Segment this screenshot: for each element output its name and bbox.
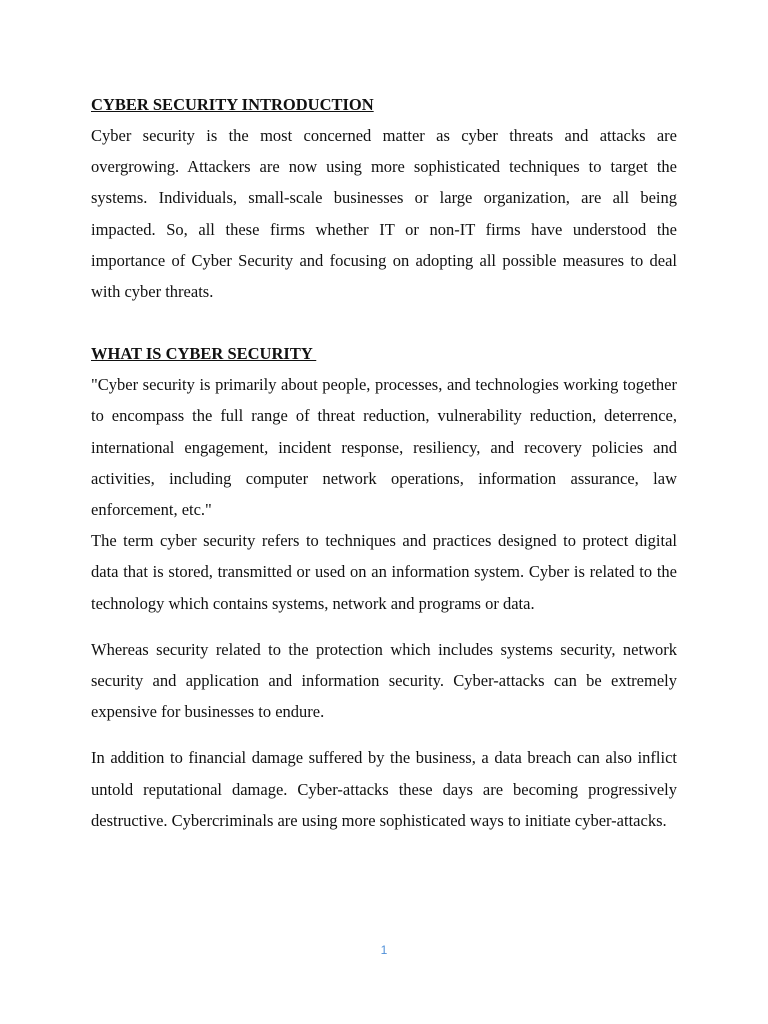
security-scope-paragraph: Whereas security related to the protection which includes systems security, network security and application and information security. Cyber-attacks can be extremely expensive for businesses to endure. — [91, 639, 677, 722]
damage-paragraph: In addition to financial damage suffered by the business, a data breach can also inflict untold reputational damage. Cyber-attacks these days are becoming progressively destructive. Cybercriminals are using more sophisticated ways to initiate cyber-attacks. — [91, 748, 677, 830]
document-page — [91, 89, 677, 836]
section-spacer — [91, 307, 677, 338]
definition-quote-paragraph: "Cyber security is primarily about people, processes, and technologies working together to encompass the full range of threat reduction, vulnerability reduction, deterrence, international engagement, incident response, resiliency, and recovery policies and activities, including computer network operations, information assurance, law enforcement, etc." — [91, 375, 677, 520]
term-definition-paragraph: The term cyber security refers to techniques and practices designed to protect digital data that is stored, transmitted or used on an information system. Cyber is related to the technology which contains systems, network and programs or data. — [91, 531, 677, 613]
section-heading-introduction: CYBER SECURITY INTRODUCTION — [91, 95, 374, 114]
paragraph-spacer — [91, 727, 677, 742]
page-number: 1 — [380, 943, 388, 957]
paragraph-spacer — [91, 619, 677, 634]
section-heading-what-is: WHAT IS CYBER SECURITY — [91, 344, 317, 364]
intro-paragraph: Cyber security is the most concerned matter as cyber threats and attacks are overgrowing. Attackers are now using more sophisticated techniques to target the systems. Individuals, small-scale businesses or large organization, are all being impacted. So, all these firms whether IT or non-IT firms have understood the importance of Cyber Security and focusing on adopting all possible measures to deal with cyber threats. — [91, 126, 677, 302]
